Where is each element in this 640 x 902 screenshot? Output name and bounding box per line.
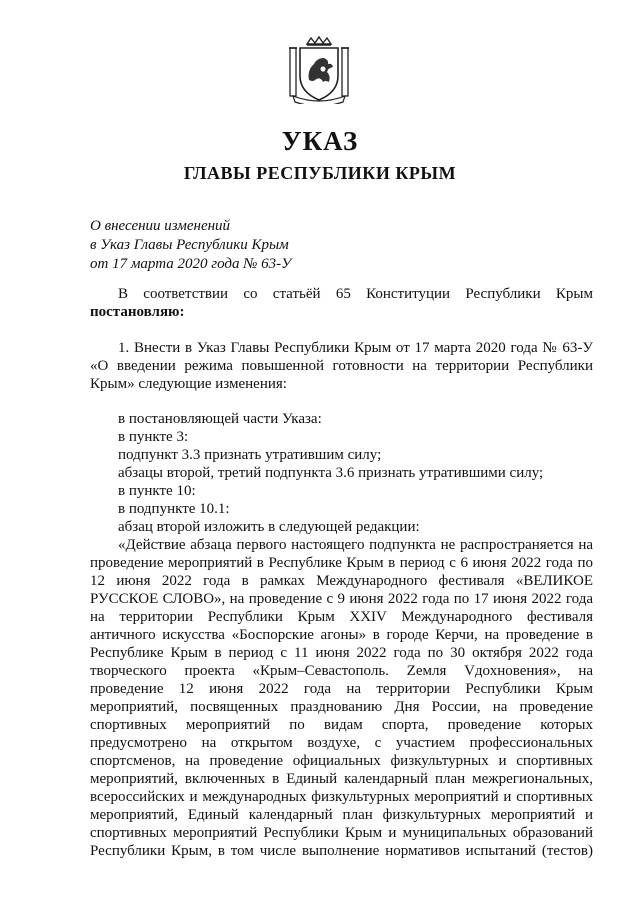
item-1	[90, 339, 593, 393]
quoted-text	[90, 536, 593, 860]
preamble-line: В соответствии со статьёй 65 Конституции Республики Крым	[118, 286, 593, 302]
quote-line: предусмотрено на открытом воздухе, с участием профессиональных	[90, 735, 593, 751]
document-title: УКАЗ	[281, 126, 359, 156]
quote-line: Республике Крым в период с 11 июня 2022 года по 30 октября 2022 года	[90, 645, 593, 661]
change-line: абзац второй изложить в следующей редакции:	[118, 519, 420, 535]
quote-line: РУССКОЕ СЛОВО», на проведение с 9 июня 2022 года по 17 июня 2022 года	[90, 591, 593, 607]
quote-line: «Действие абзаца первого настоящего подпункта не распространяется на	[118, 537, 593, 553]
change-line: абзацы второй, третий подпункта 3.6 признать утратившими силу;	[118, 465, 544, 481]
quote-line: спортивных мероприятий Республики Крым и муниципальных образований	[90, 825, 593, 841]
preamble-decree-word: постановляю:	[90, 304, 185, 320]
quote-line: античного искусства «Боспорские агоны» в городе Керчи, на проведение в	[90, 627, 593, 643]
subject-line: в Указ Главы Республики Крым	[90, 237, 289, 253]
changes-list	[90, 410, 593, 536]
document-subtitle: ГЛАВЫ РЕСПУБЛИКИ КРЫМ	[183, 163, 457, 183]
quote-line: 12 июня 2022 года в рамках Международного фестиваля «ВЕЛИКОЕ	[90, 573, 593, 589]
item-1-line: «О введении режима повышенной готовности на территории Республики	[90, 358, 593, 374]
item-1-line: 1. Внести в Указ Главы Республики Крым от 17 марта 2020 года № 63-У	[118, 340, 593, 356]
change-line: подпункт 3.3 признать утратившим силу;	[118, 447, 382, 463]
quote-line: проведение мероприятий в Республике Крым в период с 6 июня 2022 года по	[90, 555, 593, 571]
crimea-coat-of-arms-icon	[287, 36, 351, 104]
quote-line: проведение 12 июня 2022 года на территории Республики Крым	[90, 681, 593, 697]
quote-line: Республики Крым, в том числе выполнение нормативов испытаний (тестов)	[90, 843, 593, 859]
quote-line: мероприятий, включенных в Единый календарный план межрегиональных,	[90, 771, 593, 787]
preamble	[90, 285, 593, 321]
quote-line: мероприятий, Единый календарный план физкультурных мероприятий и	[90, 807, 593, 823]
change-line: в пункте 3:	[118, 429, 189, 445]
quote-line: мероприятий, посвященных празднованию Дня России, на проведение	[90, 699, 593, 715]
change-line: в пункте 10:	[118, 483, 196, 499]
subject-line: О внесении изменений	[90, 218, 231, 234]
document-subject	[90, 217, 291, 274]
item-1-line: Крым» следующие изменения:	[90, 376, 287, 392]
change-line: в подпункте 10.1:	[118, 501, 230, 517]
quote-line: спортивных мероприятий по видам спорта, проведение которых	[90, 717, 593, 733]
quote-line: на территории Республики Крым XXIV Международного фестиваля	[90, 609, 593, 625]
quote-line: творческого проекта «Крым–Севастополь. Zемля Vдохновения», на	[90, 663, 593, 679]
subject-line: от 17 марта 2020 года № 63-У	[90, 256, 292, 272]
quote-line: спортсменов, на проведение официальных физкультурных и спортивных	[90, 753, 593, 769]
quote-line: всероссийских и международных физкультурных мероприятий и спортивных	[90, 789, 593, 805]
change-line: в постановляющей части Указа:	[118, 411, 322, 427]
